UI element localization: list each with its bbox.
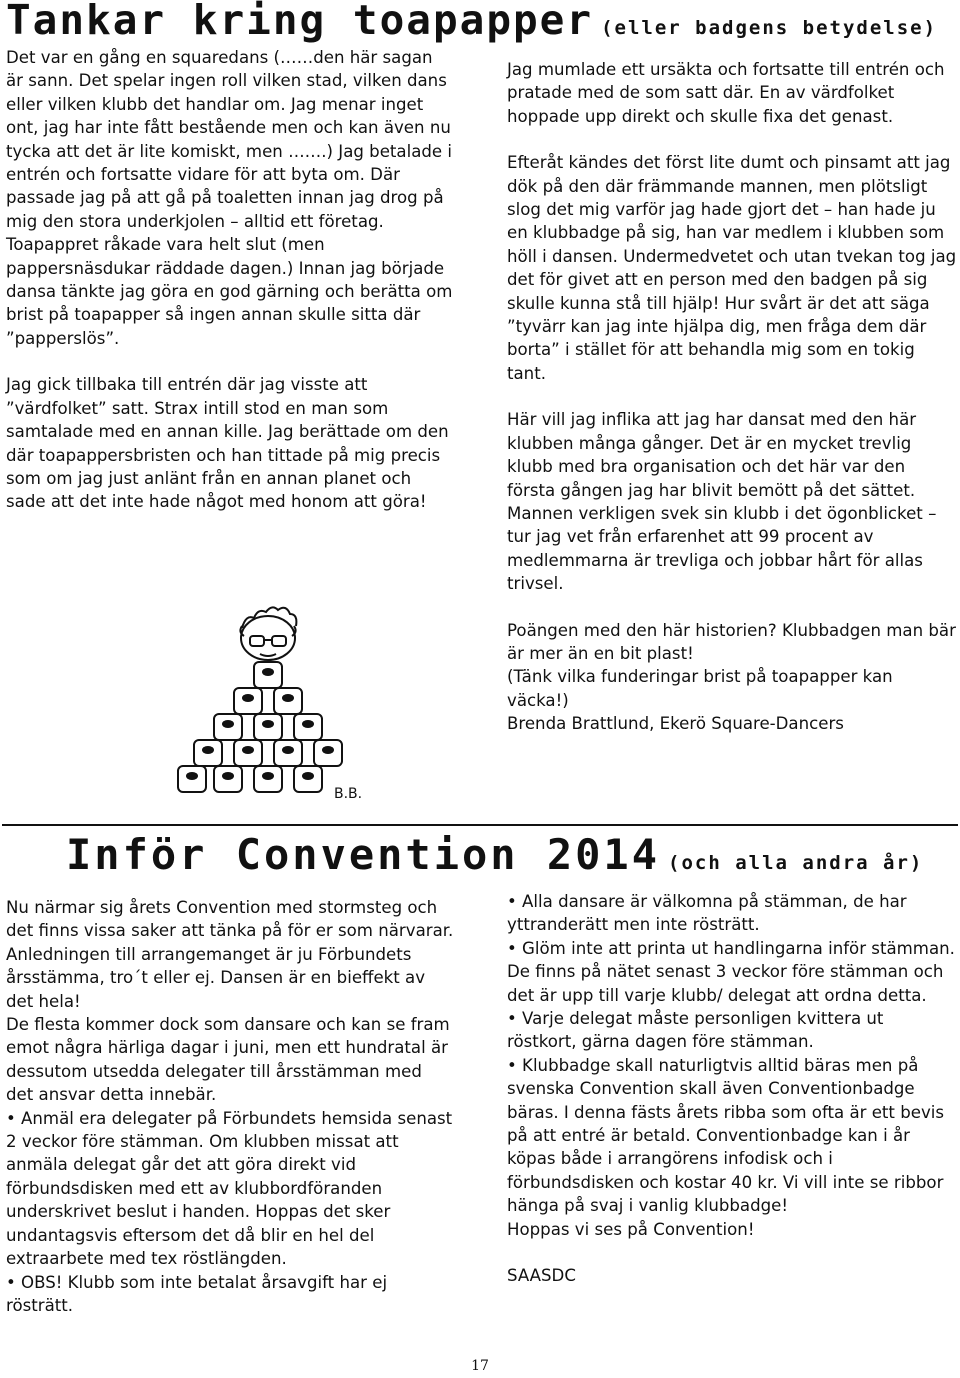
article2-heading [66, 830, 923, 879]
paragraph: Här vill jag inflika att jag har dansat med den här klubben många gånger. Det är en mycket trevlig klubb med bra organisation och det här var den första gången jag har blivit bemött på det sättet. Mannen verkligen svek sin klubb i det ögonblicket – tur jag vet från erfarenhet att 99 procent av medlemmarna är trevliga och jobbar hårt för allas trivsel. [507, 410, 937, 594]
author-line: Brenda Brattlund, Ekerö Square-Dancers [507, 714, 844, 734]
list-item: • Varje delegat måste personligen kvittera ut röstkort, gärna dagen före stämman. [507, 1009, 884, 1052]
paragraph: Efteråt kändes det först lite dumt och pinsamt att jag dök på den där främmande mannen, men plötsligt slog det mig varför jag hade gjort det – han hade ju en klubbadge på sig, han var medlem i klubben som höll i dansen. Undermedvetet och utan tvekan tog jag det för givet att en person med den badgen på sig skulle kunna stå till hjälp! Hur svårt är det att säga ”tyvärr kan jag inte hjälpa dig, men fråga dem där borta” i stället för att behandla mig som en tokig tant. [507, 153, 957, 383]
list-item: • Alla dansare är välkomna på stämman, de har yttranderätt men inte rösträtt. [507, 892, 907, 935]
article1-title: Tankar kring toapapper [6, 0, 594, 44]
article1-left-column [6, 46, 454, 514]
article1-right-column [507, 58, 957, 736]
paragraph: Jag mumlade ett ursäkta och fortsatte till entrén och pratade med de som satt där. En av värdfolket hoppade upp direkt och skulle fixa det genast. [507, 60, 945, 126]
list-item: • OBS! Klubb som inte betalat årsavgift har ej rösträtt. [6, 1272, 388, 1315]
paragraph: Det var en gång en squaredans (……den här sagan är sann. Det spelar ingen roll vilken stad, vilken dans eller vilken klubb det handlar om. Jag menar inget ont, jag har inte fått bestående men och kan även nu tycka att det är lite komiskt, men …….) Jag betalade i entrén och fortsatte vidare för att byta om. Där passade jag på att gå på toaletten innan jag drog på mig den stora underkjolen – alltid ett företag. Toapappret råkade vara helt slut (men pappersnäsdukar räddade dagen.) Innan jag började dansa tänkte jag göra en god gärning och berätta om brist på toapapper så ingen annan skulle sitta där ”papperslös”. [6, 48, 453, 348]
article2-right-column [507, 890, 957, 1288]
drawing-signature: B.B. [334, 786, 363, 802]
page-number: 17 [471, 1358, 489, 1374]
paragraph: (Tänk vilka funderingar brist på toapapper kan väcka!) [507, 667, 893, 710]
paragraph: Nu närmar sig årets Convention med stormsteg och det finns vissa saker att tänka på för er som närvarar. Anledningen till arrangemanget är ju Förbundets årsstämma, tro´t eller ej. Dansen är en bieffekt av det hela! [6, 898, 454, 1011]
section-divider [2, 824, 958, 826]
article1-subtitle: (eller badgens betydelse) [601, 17, 938, 39]
article2-title: Inför Convention 2014 [66, 830, 661, 879]
signature: SAASDC [507, 1266, 576, 1286]
paragraph: Poängen med den här historien? Klubbadgen man bär är mer än en bit plast! [507, 620, 956, 663]
article2-subtitle: (och alla andra år) [668, 852, 924, 874]
paragraph: De flesta kommer dock som dansare och kan se fram emot några härliga dagar i juni, men ett hundratal är dessutom utsedda delegater till årsstämman med det ansvar detta innebär. [6, 1015, 450, 1105]
toilet-paper-pyramid-illustration [176, 606, 366, 802]
article2-left-column [6, 896, 454, 1317]
list-item: • Klubbadge skall naturligtvis alltid bäras men på svenska Convention skall även Conventionbadge bäras. I denna fästs årets ribba som ofta är ett bevis på att entré är betald. Conventionbadge kan i år köpas både i arrangörens infodisk och i förbundsdisken och kostar 40 kr. Vi vill inte se ribbor hänga på svaj i vanlig klubbadge! [507, 1055, 945, 1216]
list-item: • Anmäl era delegater på Förbundets hemsida senast 2 veckor före stämman. Om klubben missat att anmäla delegat går det att göra direkt vid förbundsdisken med ett av klubbordföranden underskrivet beslut i handen. Hoppas det sker undantagsvis eftersom det då blir en hel del extraarbete med tex röstlängden. [6, 1108, 453, 1269]
list-item: • Glöm inte att printa ut handlingarna inför stämman. De finns på nätet senast 3 veckor före stämman och det är upp till varje klubb/ delegat att ordna detta. [507, 938, 955, 1005]
article1-heading [6, 0, 937, 44]
paragraph: Hoppas vi ses på Convention! [507, 1219, 755, 1239]
paragraph: Jag gick tillbaka till entrén där jag visste att ”värdfolket” satt. Strax intill stod en man som samtalade med en annan kille. Jag berättade om den där toapappersbristen och han tittade på mig precis som om jag just anlänt från en annan planet och sade att det inte hade något med honom att göra! [6, 375, 449, 512]
